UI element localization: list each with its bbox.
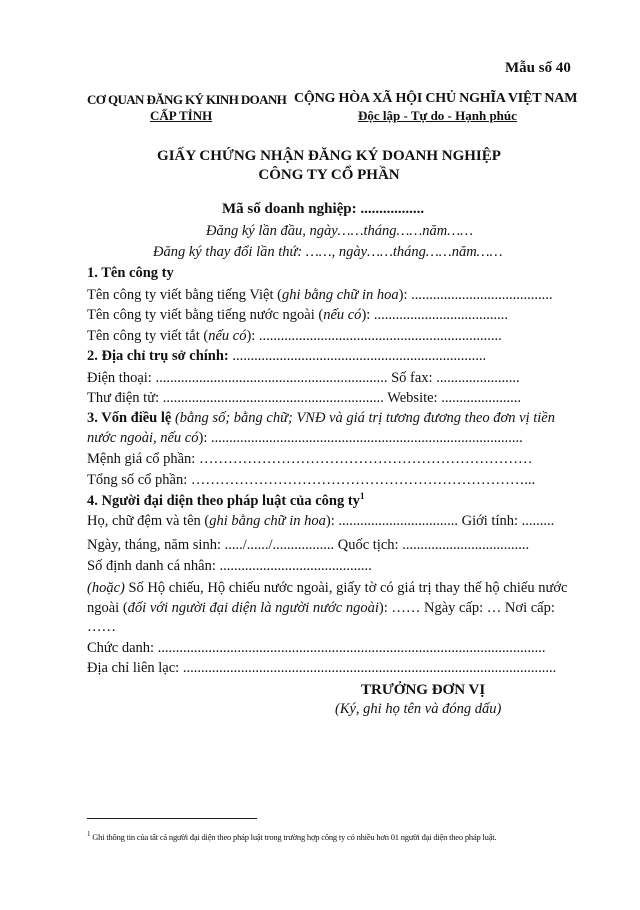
form-number: Mẫu số 40: [505, 60, 571, 76]
contact-address-line: Địa chỉ liên lạc: .......................................................................................................: [87, 660, 557, 676]
first-registration: Đăng ký lần đầu, ngày……tháng……năm……: [206, 223, 474, 239]
agency-level: CẤP TỈNH: [150, 108, 213, 123]
passport-line-2: ngoài (đối với người đại diện là người nước ngoài): …… Ngày cấp: … Nơi cấp:: [87, 600, 555, 616]
change-registration: Đăng ký thay đổi lần thứ: ……, ngày……tháng……năm……: [153, 244, 503, 260]
representative-name-line: Họ, chữ đệm và tên (ghi bằng chữ in hoa): ................................. Giới tính: .........: [87, 513, 555, 529]
dob-nationality-line: Ngày, tháng, năm sinh: ...../....../................. Quốc tịch: ...................................: [87, 537, 530, 553]
section-3-heading: 3. Vốn điều lệ (bằng số; bằng chữ; VNĐ và giá trị tương đương theo đơn vị tiền: [87, 410, 555, 426]
footnote: $^1$ Ghi thông tin của tất cả người đại diện theo pháp luật trong trường hợp công ty có nhiều hơn 01 người đại diện theo pháp luật.: [87, 830, 497, 842]
footnote-divider: [87, 818, 257, 819]
signature-title: TRƯỞNG ĐƠN VỊ: [361, 682, 486, 698]
par-value-line: Mệnh giá cổ phần: ……………………………………………………………: [87, 451, 533, 467]
country-name: CỘNG HÒA XÃ HỘI CHỦ NGHĨA VIỆT NAM: [294, 91, 578, 106]
email-website-line: Thư điện tử: ............................................................. Website: ......................: [87, 390, 521, 406]
document-subtitle: CÔNG TY CỔ PHẦN: [258, 167, 400, 183]
company-name-foreign: Tên công ty viết bằng tiếng nước ngoài (nếu có): .....................................: [87, 307, 509, 323]
agency-name: CƠ QUAN ĐĂNG KÝ KINH DOANH: [87, 92, 287, 107]
section-2-heading: 2. Địa chỉ trụ sở chính: ......................................................................: [87, 348, 487, 364]
document-title: GIẤY CHỨNG NHẬN ĐĂNG KÝ DOANH NGHIỆP: [157, 148, 501, 164]
personal-id-line: Số định danh cá nhân: ..........................................: [87, 558, 372, 574]
passport-line-3: ……: [87, 619, 116, 635]
section-4-heading: 4. Người đại diện theo pháp luật của công $ty^1$: [87, 491, 365, 509]
enterprise-code: Mã số doanh nghiệp: .................: [222, 201, 425, 217]
signature-note: (Ký, ghi họ tên và đóng dấu): [335, 701, 502, 717]
company-name-vn: Tên công ty viết bằng tiếng Việt (ghi bằng chữ in hoa): .......................................: [87, 287, 553, 303]
position-line: Chức danh: ...........................................................................................................: [87, 640, 546, 656]
section-3-note: nước ngoài, nếu có): ......................................................................................: [87, 430, 523, 446]
total-shares-line: Tổng số cổ phần: ……………………………………………………………...: [87, 472, 536, 488]
phone-fax-line: Điện thoại: ................................................................ Số fax: .......................: [87, 370, 520, 386]
country-motto: Độc lập - Tự do - Hạnh phúc: [358, 108, 517, 123]
section-1-heading: 1. Tên công ty: [87, 265, 174, 281]
footnote-ref: 1: [359, 491, 365, 501]
passport-line-1: (hoặc) Số Hộ chiếu, Hộ chiếu nước ngoài, giấy tờ có giá trị thay thế hộ chiếu nước: [87, 580, 568, 596]
company-name-abbrev: Tên công ty viết tắt (nếu có): ...................................................................: [87, 328, 502, 344]
